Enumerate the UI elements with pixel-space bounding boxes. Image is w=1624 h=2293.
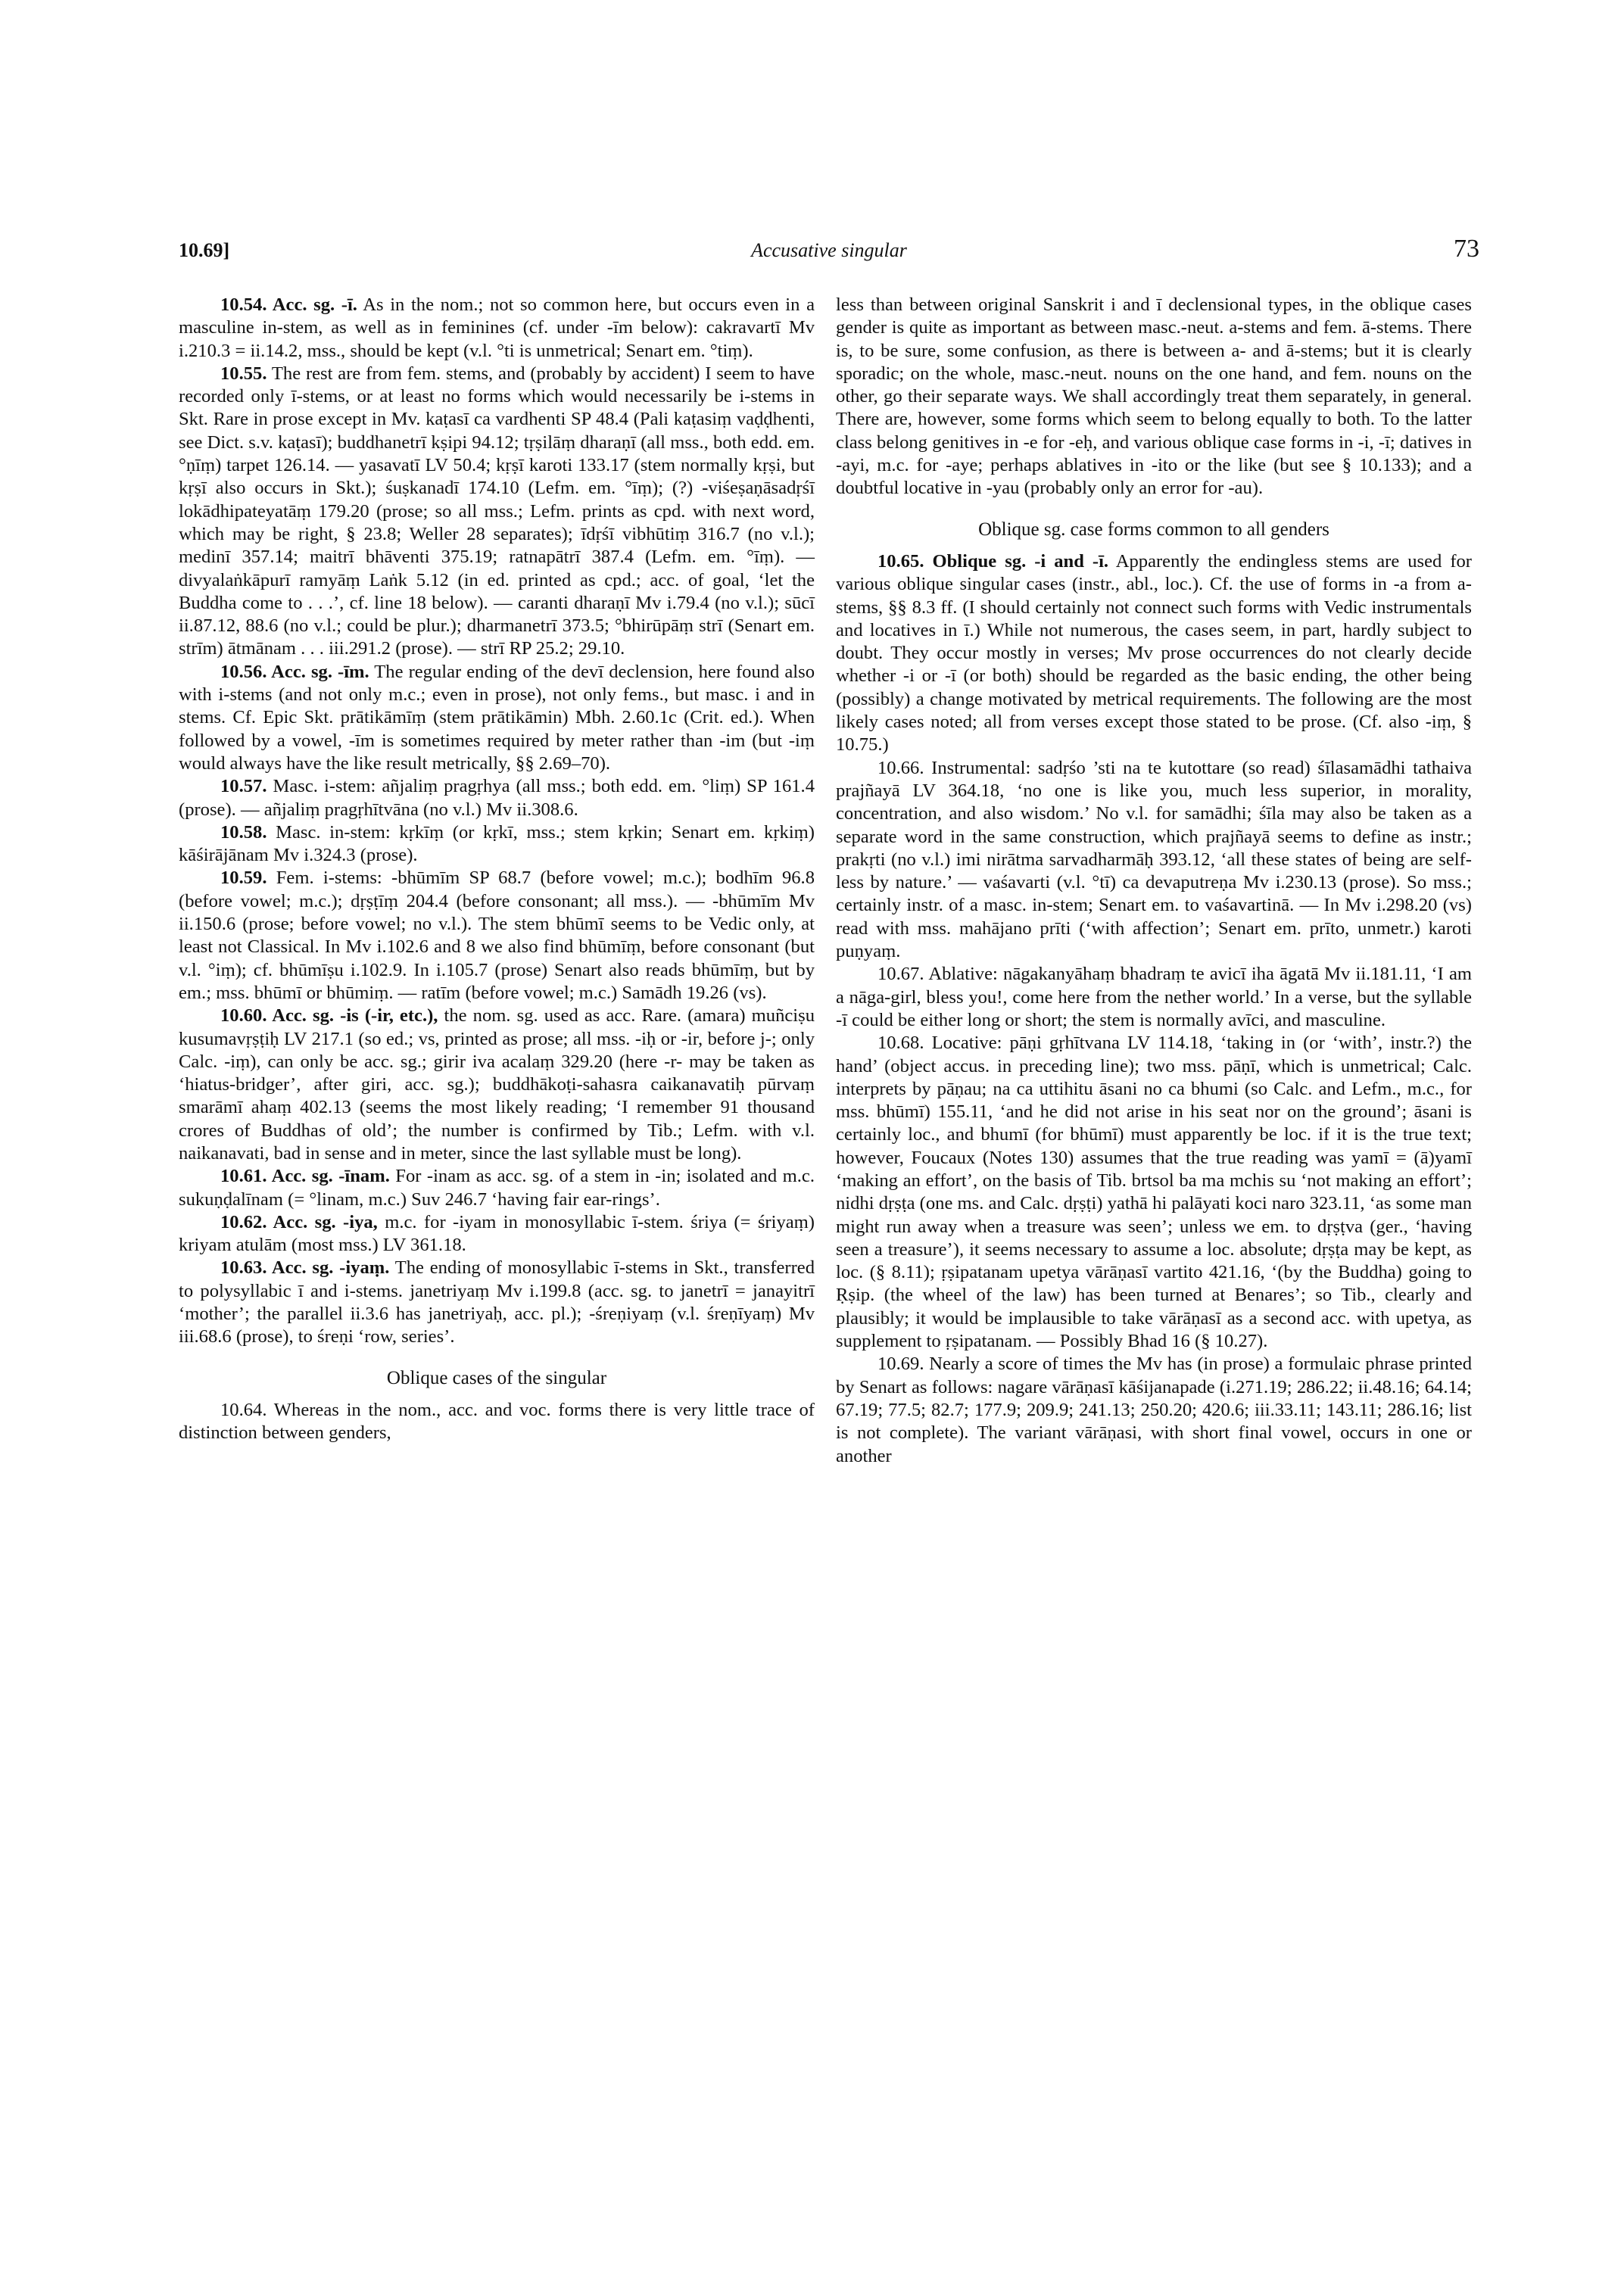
para-10-61: [179, 1165, 815, 1211]
section-heading-common: Oblique sg. case forms common to all genders: [978, 519, 1329, 540]
para-10-54: [179, 294, 815, 363]
para-text: Masc. in-stem: kṛkīṃ (or kṛkī, mss.; stem kṛkin; Senart em. kṛkiṃ) kāśirājānam Mv i.324.3 (prose).: [179, 821, 815, 866]
para-10-65: [836, 550, 1472, 757]
section-heading-oblique: Oblique cases of the singular: [386, 1367, 607, 1388]
para-num: 10.65. Oblique sg. -i and -ī.: [877, 550, 1109, 572]
para-num: 10.69.: [877, 1354, 924, 1375]
para-num: 10.68.: [877, 1033, 924, 1054]
para-text: m.c. for -iyam in monosyllabic ī-stem. śriya (= śriyaṃ) kriyam atulām (most mss.) LV 361.18.: [179, 1211, 815, 1256]
para-10-59: [179, 867, 815, 1005]
para-num: 10.63. Acc. sg. -iyaṃ.: [220, 1257, 390, 1279]
para-num: 10.55.: [220, 363, 267, 384]
para-num: 10.66.: [877, 757, 924, 778]
para-10-60: [179, 1005, 815, 1165]
section-ref: 10.69]: [179, 239, 230, 261]
para-10-64: [179, 1399, 815, 1445]
para-10-62: [179, 1211, 815, 1257]
para-num: 10.64.: [220, 1399, 267, 1420]
page-header: [179, 235, 1479, 273]
para-10-66: [836, 757, 1472, 964]
para-text: the nom. sg. used as acc. Rare. (amara) muñciṣu kusumavṛṣṭiḥ LV 217.1 (so ed.; vs, printed as prose; all mss. -iḥ or -ir, before j-; only Calc. -iṃ), can only be acc. sg.; girir iva acalaṃ 329.20 (here -r- may be taken as ‘hiatus-bridger’, after giri, acc. sg.); buddhākoṭi-sahasra caikanavatiḥ pūrvaṃ smarāmī ahaṃ 402.13 (seems the most likely reading; ‘I remember 91 thousand crores of Buddhas of old’; the number is confirmed by Tib.; Lefm. with v.l. naikanavati, bad in sense and in meter, since the last syllable must be long).: [179, 1005, 815, 1164]
para-10-55: [179, 363, 815, 661]
para-num: 10.58.: [220, 821, 267, 843]
para-text: Nearly a score of times the Mv has (in prose) a formulaic phrase printed by Senart as follows: nagare vārāṇasī kāśijanapade (i.271.19; 286.22; ii.48.16; 64.14; 67.19; 77.5; 82.7; 177.9; 209.9; 241.13; 250.20; 420.6; iii.33.11; 143.11; 286.16; list is not complete). The variant vārāṇasi, with short final vowel, occurs in one or another: [836, 1354, 1472, 1466]
para-text: Instrumental: sadṛśo ’sti na te kutottare (so read) śīlasamādhi tathaiva prajñayā LV 364.18, ‘no one is like you, much less superior, in morality, concentration, and also wisdom.’ No v.l. for samādhi; śīla may also be taken as a separate word in the same construction, which prajñayā seems to define as instr.; prakṛti (no v.l.) imi nirātma sarvadharmāḥ 393.12, ‘all these states of being are self-less by nature.’ — vaśavarti (v.l. °tī) ca devaputreṇa Mv i.230.13 (prose). So mss.; certainly instr. of a masc. in-stem; Senart em. to vaśavartinā. — In Mv i.298.20 (vs) read with mss. mahājano prīti (‘with affection’; Senart em. prīto, unmetr.) karoti puṇyaṃ.: [836, 757, 1472, 962]
para-10-57: [179, 775, 815, 821]
para-text: The rest are from fem. stems, and (probably by accident) I seem to have recorded only ī-stems, or at least no forms which would necessarily be i-stems in Skt. Rare in prose except in Mv. kaṭasī ca vardhenti SP 48.4 (Pali kaṭasiṃ vaḍḍhenti, see Dict. s.v. kaṭasī); buddhanetrī kṣipi 94.12; tṛṣilāṃ dharaṇī (all mss., both edd. em. °ṇīṃ) tarpet 126.14. — yasavatī LV 50.4; kṛṣī karoti 133.17 (stem normally kṛṣi, but kṛṣī also occurs in Skt.); śuṣkanadī 174.10 (Lefm. em. °īṃ); (?) -viśeṣaṇāsadṛśī lokādhipateyatāṃ 179.20 (prose; so all mss.; Lefm. prints as cpd. with next word, which may be right, § 23.8; Weller 28 separates); īdṛśī vibhūtiṃ 316.7 (no v.l.); medinī 357.14; maitrī bhāventi 375.19; ratnapātrī 387.4 (Lefm. em. °īṃ). — divyalaṅkāpurī ramyāṃ Laṅk 5.12 (in ed. printed as cpd.; acc. of goal, ‘let the Buddha come to . . .’, cf. line 18 below). — caranti dharaṇī Mv i.79.4 (no v.l.); sūcī ii.87.12, 88.6 (no v.l.; could be plur.); dharmanetrī 373.5; °bhirūpāṃ strī (Senart em. strīm) ātmānam . . . iii.291.2 (prose). — strī RP 25.2; 29.10.: [179, 363, 815, 659]
para-num: 10.56. Acc. sg. -īm.: [220, 661, 369, 682]
para-text: Ablative: nāgakanyāhaṃ bhadraṃ te avicī iha āgatā Mv ii.181.11, ‘I am a nāga-girl, bless you!, come here from the nether world.’ In a verse, but the syllable -ī could be either long or short; the stem is normally avīci, and masculine.: [836, 964, 1472, 1030]
para-num: 10.59.: [220, 868, 267, 889]
page-number: 73: [1454, 235, 1479, 263]
running-title: Accusative singular: [751, 239, 907, 261]
para-text: Whereas in the nom., acc. and voc. forms there is very little trace of distinction between genders,: [179, 1399, 815, 1444]
para-10-63: [179, 1257, 815, 1348]
para-10-67: [836, 963, 1472, 1032]
para-text: Fem. i-stems: -bhūmīm SP 68.7 (before vowel; m.c.); bodhīm 96.8 (before vowel; m.c.); dṛṣṭīṃ 204.4 (before consonant; all mss.). — -bhūmīm Mv ii.150.6 (prose; before vowel; no v.l.). The stem bhūmī seems to be Vedic only, at least not Classical. In Mv i.102.6 and 8 we also find bhūmīṃ, before consonant (but v.l. °iṃ); cf. bhūmīṣu i.102.9. In i.105.7 (prose) Senart also reads bhūmīṃ, but by em.; mss. bhūmī or bhūmiṃ. — ratīm (before vowel; m.c.) Samādh 19.26 (vs).: [179, 868, 815, 1003]
para-num: 10.60. Acc. sg. -is (-ir, etc.),: [220, 1005, 438, 1027]
para-10-69: [836, 1353, 1472, 1467]
para-num: 10.61. Acc. sg. -īnam.: [220, 1166, 390, 1187]
para-text: Masc. i-stem: añjaliṃ pragṛhya (all mss.; both edd. em. °liṃ) SP 161.4 (prose). — añjaliṃ pragṛhītvāna (no v.l.) Mv ii.308.6.: [179, 776, 815, 820]
para-10-56: [179, 661, 815, 775]
right-column: [836, 294, 1472, 1468]
para-num: 10.62. Acc. sg. -iya,: [220, 1211, 378, 1232]
para-text: As in the nom.; not so common here, but occurs even in a masculine in-stem, as well as in feminines (cf. under -īm below): cakravartī Mv i.210.3 = ii.14.2, mss., should be kept (v.l. °ti is unmetrical; Senart em. °tiṃ).: [179, 294, 815, 361]
para-text: The ending of monosyllabic ī-stems in Skt., transferred to polysyllabic ī and i-stems. janetriyaṃ Mv i.199.8 (acc. sg. to janetrī = janayitrī ‘mother’; the parallel ii.3.6 has janetriyaḥ, acc. pl.); -śreṇiyaṃ (v.l. śreṇīyaṃ) Mv iii.68.6 (prose), to śreṇi ‘row, series’.: [179, 1257, 815, 1347]
para-text: The regular ending of the devī declension, here found also with i-stems (and not only m.c.; even in prose), not only fems., but masc. i and in stems. Cf. Epic Skt. prātikāmīṃ (stem prātikāmin) Mbh. 2.60.1c (Crit. ed.). When followed by a vowel, -īm is sometimes required by meter rather than -im (but -iṃ would always have the like result metrically, §§ 2.69–70).: [179, 661, 815, 774]
para-num: 10.54. Acc. sg. -ī.: [220, 294, 357, 315]
para-text: Apparently the endingless stems are used for various oblique singular cases (instr., abl., loc.). Cf. the use of forms in -a from a-stems, §§ 8.3 ff. (I should certainly not connect such forms with Vedic instrumentals and locatives in ī.) While not numerous, the cases seem, in part, hardly subject to doubt. They occur mostly in verses; Mv prose occurrences do not clearly decide whether -i or -ī (or both) should be regarded as the basic ending, the other being (possibly) a change motivated by metrical requirements. The following are the most likely cases noted; all from verses except those stated to be prose. (Cf. also -iṃ, § 10.75.): [836, 550, 1472, 756]
para-text: For -inam as acc. sg. of a stem in -in; isolated and m.c. sukuṇḍalīnam (= °linam, m.c.) Suv 246.7 ‘having fair ear-rings’.: [179, 1166, 815, 1210]
para-10-58: [179, 821, 815, 868]
left-column: [179, 294, 815, 1445]
para-num: 10.57.: [220, 776, 267, 797]
para-text: Locative: pāṇi gṛhītvana LV 114.18, ‘taking in (or ‘with’, instr.?) the hand’ (object accus. in preceding line); two mss. pāṇī, which is unmetrical; Calc. interprets by pāṇau; na ca uttihitu āsani no ca bhumi (so Calc. and Lefm., m.c., for mss. bhūmī) 155.11, ‘and he did not arise in his seat nor on the ground’; āsani is certainly loc., and bhumī (for bhūmī) must apparently be loc. if it is the true text; however, Foucaux (Notes 130) assumes that the true reading was yamī = (ā)yamī ‘making an effort’, on the basis of Tib. brtsol ba ma mchis su ‘not making an effort’; nidhi dṛṣṭa (one ms. and Calc. dṛṣṭi) yathā hi palāyati koci naro 323.11, ‘as some man might run away when a treasure was seen’; unless we em. to dṛṣṭva (ger., ‘having seen a treasure’), it seems necessary to assume a loc. absolute; dṛṣṭa may be kept, as loc. (§ 8.11); ṛṣipatanam upetya vārāṇasī vartito 421.16, ‘(by the Buddha) going to Ṛṣip. (the wheel of the law) has been turned at Benares’; so Tib., clearly and plausibly; it would be implausible to take vārāṇasī as a second acc. with upetya, as supplement to ṛṣipatanam. — Possibly Bhad 16 (§ 10.27).: [836, 1033, 1472, 1352]
para-num: 10.67.: [877, 964, 924, 985]
para-10-64-continued: less than between original Sanskrit i and ī declensional types, in the oblique cases gender is quite as important as between masc.-neut. a-stems and fem. ā-stems. There is, to be sure, some confusion, as there is between a- and ā-stems; but it is clearly sporadic; on the whole, masc.-neut. nouns on the one hand, and fem. nouns on the other, go their separate ways. We shall accordingly treat them separately, in general. There are, however, some forms which seem to belong equally to both. To the latter class belong genitives in -e for -eḥ, and various oblique case forms in -i, -ī; datives in -ayi, m.c. for -aye; perhaps ablatives in -ito or the like (but see § 10.133); and a doubtful locative in -yau (probably only an error for -au).: [836, 294, 1472, 499]
para-10-68: [836, 1032, 1472, 1353]
